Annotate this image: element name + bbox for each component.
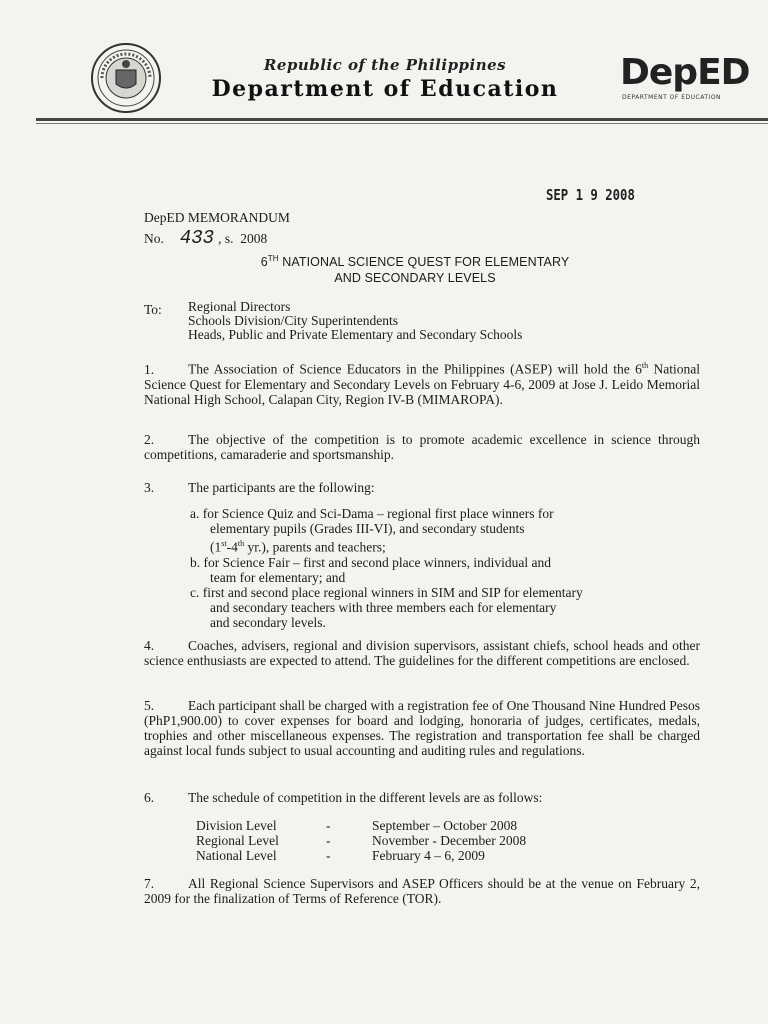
deped-logo-text: DepED bbox=[620, 52, 750, 93]
schedule-row: Regional Level - November - December 2008 bbox=[196, 833, 527, 848]
memo-year: 2008 bbox=[240, 231, 268, 246]
recipients bbox=[188, 300, 522, 342]
list-item-cont: and secondary levels. bbox=[210, 614, 326, 630]
to-label: To: bbox=[144, 302, 162, 317]
memo-title: 6TH NATIONAL SCIENCE QUEST FOR ELEMENTARY AND SECONDARY LEVELS bbox=[260, 254, 570, 286]
letterhead bbox=[200, 56, 570, 102]
schedule-table bbox=[196, 818, 526, 863]
header-divider-thin bbox=[36, 123, 768, 124]
header-divider bbox=[36, 118, 768, 121]
deped-logo-subtitle: DEPARTMENT OF EDUCATION bbox=[622, 94, 722, 101]
list-item-cont: and secondary teachers with three members each for elementary bbox=[210, 599, 557, 615]
recipient-line: Regional Directors bbox=[188, 299, 291, 314]
paragraph-1: 1. The Association of Science Educators in the Philippines (ASEP) will hold the 6th National Science Quest for Elementary and Secondary Levels on February 4-6, 2009 at Jose J. Leido Memorial National High School, Calapan City, Region IV-B (MIMAROPA). bbox=[144, 361, 700, 407]
list-item: b. for Science Fair – first and second place winners, individual and bbox=[190, 554, 552, 570]
paragraph-6: 6. The schedule of competition in the different levels are as follows: bbox=[144, 790, 543, 805]
paragraph-3: 3. The participants are the following: bbox=[144, 480, 375, 495]
deped-logo bbox=[620, 52, 750, 102]
paragraph-2: 2. The objective of the competition is to promote academic excellence in science through competitions, camaraderie and sportsmanship. bbox=[144, 432, 700, 462]
memo-number: 433 bbox=[179, 227, 215, 249]
paragraph-7: 7. All Regional Science Supervisors and ASEP Officers should be at the venue on February 2, 2009 for the finalization of Terms of Reference (TOR). bbox=[144, 876, 700, 906]
republic-heading: Republic of the Philippines bbox=[263, 56, 507, 74]
list-item: c. first and second place regional winners in SIM and SIP for elementary bbox=[190, 584, 583, 600]
schedule-row: Division Level - September – October 2008 bbox=[196, 818, 518, 833]
participants-list bbox=[190, 506, 670, 630]
memo-no-label: No. bbox=[144, 231, 164, 246]
paragraph-5: 5. Each participant shall be charged with a registration fee of One Thousand Nine Hundred Pesos (PhP1,900.00) to cover expenses for board and lodging, honoraria of judges, certificates, medals, trophies and other miscellaneous expenses. The registration and transportation fee shall be charged against local funds subject to usual accounting and auditing rules and regulations. bbox=[144, 698, 700, 758]
memo-series-label: , s. bbox=[218, 231, 234, 246]
deped-seal-icon bbox=[86, 42, 166, 114]
list-item: a. for Science Quiz and Sci-Dama – regional first place winners for bbox=[190, 506, 554, 521]
memo-number-line bbox=[144, 227, 267, 249]
date-stamp: SEP 1 9 2008 bbox=[546, 186, 635, 204]
recipient-line: Heads, Public and Private Elementary and Secondary Schools bbox=[188, 327, 523, 342]
recipient-line: Schools Division/City Superintendents bbox=[188, 313, 399, 328]
department-heading: Department of Education bbox=[211, 76, 559, 102]
list-item-cont: team for elementary; and bbox=[210, 569, 346, 585]
list-item-cont: elementary pupils (Grades III-VI), and secondary students bbox=[210, 521, 525, 536]
paragraph-4: 4. Coaches, advisers, regional and division supervisors, assistant chiefs, school heads and other science enthusiasts are expected to attend. The guidelines for the different competitions are enclosed. bbox=[144, 638, 700, 668]
schedule-row: National Level - February 4 – 6, 2009 bbox=[196, 848, 485, 863]
memo-label: DepED MEMORANDUM bbox=[144, 210, 290, 225]
list-item-cont: (1st-4th yr.), parents and teachers; bbox=[210, 539, 386, 555]
